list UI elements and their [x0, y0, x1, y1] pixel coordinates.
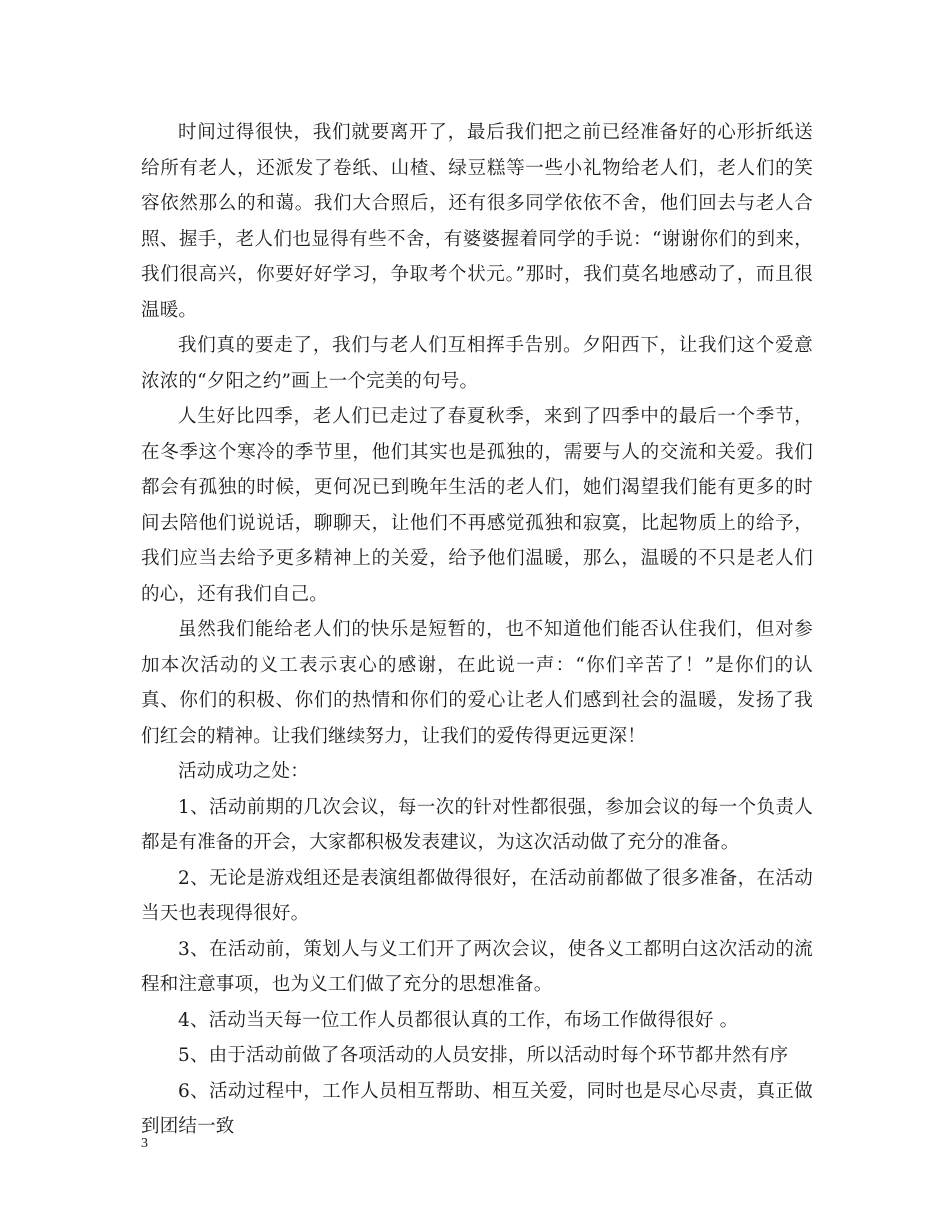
- list-item: 5、由于活动前做了各项活动的人员安排，所以活动时每个环节都井然有序: [178, 1045, 789, 1066]
- list-item: 1、活动前期的几次会议，每一次的针对性都很强，参加会议的每一个负责人都是有准备的开会，大家都积极发表建议，为这次活动做了充分的准备。: [141, 796, 813, 853]
- paragraph-reflection: 人生好比四季，老人们已走过了春夏秋季，来到了四季中的最后一个季节，在冬季这个寒冷的季节里，他们其实也是孤独的，需要与人的交流和关爱。我们都会有孤独的时候，更何况已到晚年生活的老人们，她们渴望我们能有更多的时间去陪他们说说话，聊聊天，让他们不再感觉孤独和寂寞，比起物质上的给予，我们应当去给予更多精神上的关爱，给予他们温暖，那么，温暖的不只是老人们的心，还有我们自己。: [141, 406, 813, 605]
- page-number: 3: [141, 1136, 148, 1151]
- list-item: 6、活动过程中，工作人员相互帮助、相互关爱，同时也是尽心尽责，真正做到团结一致: [141, 1080, 813, 1137]
- paragraph-goodbye: 我们真的要走了，我们与老人们互相挥手告别。夕阳西下，让我们这个爱意浓浓的“夕阳之约”画上一个完美的句号。: [141, 335, 813, 392]
- paragraph-farewell: 时间过得很快，我们就要离开了，最后我们把之前已经准备好的心形折纸送给所有老人，还派发了卷纸、山楂、绿豆糕等一些小礼物给老人们，老人们的笑容依然那么的和蔼。我们大合照后，还有很多同学依依不舍，他们回去与老人合照、握手，老人们也显得有些不舍，有婆婆握着同学的手说：“谢谢你们的到来，我们很高兴，你要好好学习，争取考个状元。”那时，我们莫名地感动了，而且很温暖。: [141, 122, 813, 321]
- list-item: 3、在活动前，策划人与义工们开了两次会议，使各义工都明白这次活动的流程和注意事项，也为义工们做了充分的思想准备。: [141, 938, 813, 995]
- list-item: 2、无论是游戏组还是表演组都做得很好，在活动前都做了很多准备，在活动当天也表现得很好。: [141, 867, 813, 924]
- paragraph-success-heading: 活动成功之处：: [178, 761, 309, 782]
- document-body: [141, 115, 813, 1145]
- list-item: 4、活动当天每一位工作人员都很认真的工作，布场工作做得很好 。: [178, 1009, 739, 1031]
- paragraph-thanks: 虽然我们能给老人们的快乐是短暂的，也不知道他们能否认住我们，但对参加本次活动的义工表示衷心的感谢，在此说一声：“你们辛苦了！”是你们的认真、你们的积极、你们的热情和你们的爱心让老人们感到社会的温暖，发扬了我们红会的精神。让我们继续努力，让我们的爱传得更远更深！: [141, 619, 813, 747]
